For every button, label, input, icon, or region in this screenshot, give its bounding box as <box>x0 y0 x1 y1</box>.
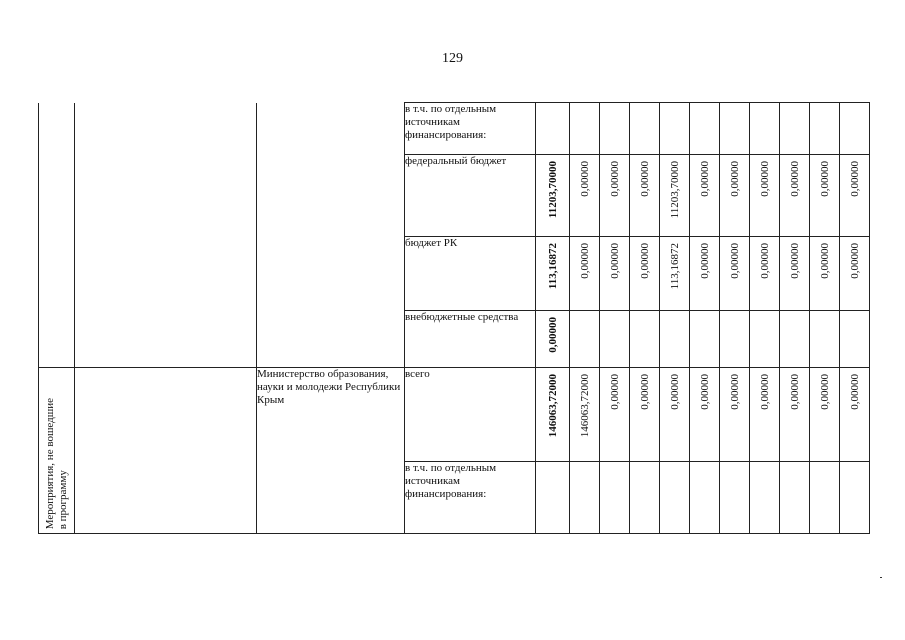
value-cell <box>840 462 870 534</box>
value-cell: 0,00000 <box>720 237 750 311</box>
value-cell <box>570 103 600 155</box>
section-title-cell <box>39 368 75 534</box>
value-cell <box>600 462 630 534</box>
value-cell <box>690 462 720 534</box>
measure-cell <box>75 368 257 534</box>
value-cell <box>570 311 600 368</box>
value-cell: 113,16872 <box>660 237 690 311</box>
value-cell: 0,00000 <box>780 368 810 462</box>
value-cell: 0,00000 <box>690 368 720 462</box>
value-cell: 0,00000 <box>750 237 780 311</box>
value-cell: 0,00000 <box>690 237 720 311</box>
value-cell <box>720 462 750 534</box>
value-cell: 0,00000 <box>780 237 810 311</box>
value-cell: 0,00000 <box>840 155 870 237</box>
value-cell <box>600 103 630 155</box>
total-cell: 11203,70000 <box>536 155 570 237</box>
total-cell: 113,16872 <box>536 237 570 311</box>
value-cell <box>750 311 780 368</box>
table-row <box>39 103 870 155</box>
section-title: Мероприятия, не вошедшие в программу <box>43 397 69 529</box>
source-label: бюджет РК <box>405 237 536 311</box>
value-cell: 0,00000 <box>810 237 840 311</box>
financing-table <box>38 102 870 534</box>
source-label: всего <box>405 368 536 462</box>
table-row <box>39 368 870 462</box>
value-cell: 0,00000 <box>810 155 840 237</box>
value-cell: 0,00000 <box>600 368 630 462</box>
total-cell <box>536 462 570 534</box>
value-cell: 0,00000 <box>570 155 600 237</box>
value-cell: 0,00000 <box>750 155 780 237</box>
value-cell: 0,00000 <box>720 155 750 237</box>
value-cell <box>690 311 720 368</box>
value-cell: 0,00000 <box>660 368 690 462</box>
value-cell <box>780 311 810 368</box>
value-cell <box>810 311 840 368</box>
value-cell: 0,00000 <box>840 368 870 462</box>
total-cell: 0,00000 <box>536 311 570 368</box>
value-cell <box>810 103 840 155</box>
value-cell <box>840 103 870 155</box>
value-cell <box>840 311 870 368</box>
value-cell: 0,00000 <box>750 368 780 462</box>
value-cell <box>630 103 660 155</box>
source-label: в т.ч. по отдельным источникам финансирования: <box>405 103 536 155</box>
value-cell: 0,00000 <box>570 237 600 311</box>
value-cell <box>750 103 780 155</box>
value-cell <box>660 103 690 155</box>
value-cell <box>630 311 660 368</box>
executor-cell: Министерство образования, науки и молодежи Республики Крым <box>257 368 405 534</box>
value-cell: 0,00000 <box>600 237 630 311</box>
total-cell: 146063,72000 <box>536 368 570 462</box>
value-cell: 0,00000 <box>630 237 660 311</box>
value-cell <box>780 462 810 534</box>
value-cell: 11203,70000 <box>660 155 690 237</box>
value-cell: 0,00000 <box>690 155 720 237</box>
value-cell <box>780 103 810 155</box>
scan-speck <box>880 577 882 578</box>
source-label: внебюджетные средства <box>405 311 536 368</box>
value-cell <box>720 311 750 368</box>
value-cell <box>810 462 840 534</box>
value-cell <box>750 462 780 534</box>
page-number: 129 <box>442 51 463 66</box>
section-cell-prev <box>39 103 75 368</box>
measure-cell-prev <box>75 103 257 368</box>
value-cell: 0,00000 <box>600 155 630 237</box>
value-cell: 0,00000 <box>630 368 660 462</box>
value-cell: 0,00000 <box>810 368 840 462</box>
value-cell <box>600 311 630 368</box>
source-label: в т.ч. по отдельным источникам финансирования: <box>405 462 536 534</box>
value-cell: 0,00000 <box>840 237 870 311</box>
value-cell: 0,00000 <box>630 155 660 237</box>
executor-cell-prev <box>257 103 405 368</box>
value-cell <box>690 103 720 155</box>
value-cell: 146063,72000 <box>570 368 600 462</box>
source-label: федеральный бюджет <box>405 155 536 237</box>
total-cell <box>536 103 570 155</box>
value-cell: 0,00000 <box>720 368 750 462</box>
value-cell <box>660 311 690 368</box>
value-cell <box>720 103 750 155</box>
value-cell <box>660 462 690 534</box>
value-cell <box>630 462 660 534</box>
value-cell <box>570 462 600 534</box>
value-cell: 0,00000 <box>780 155 810 237</box>
